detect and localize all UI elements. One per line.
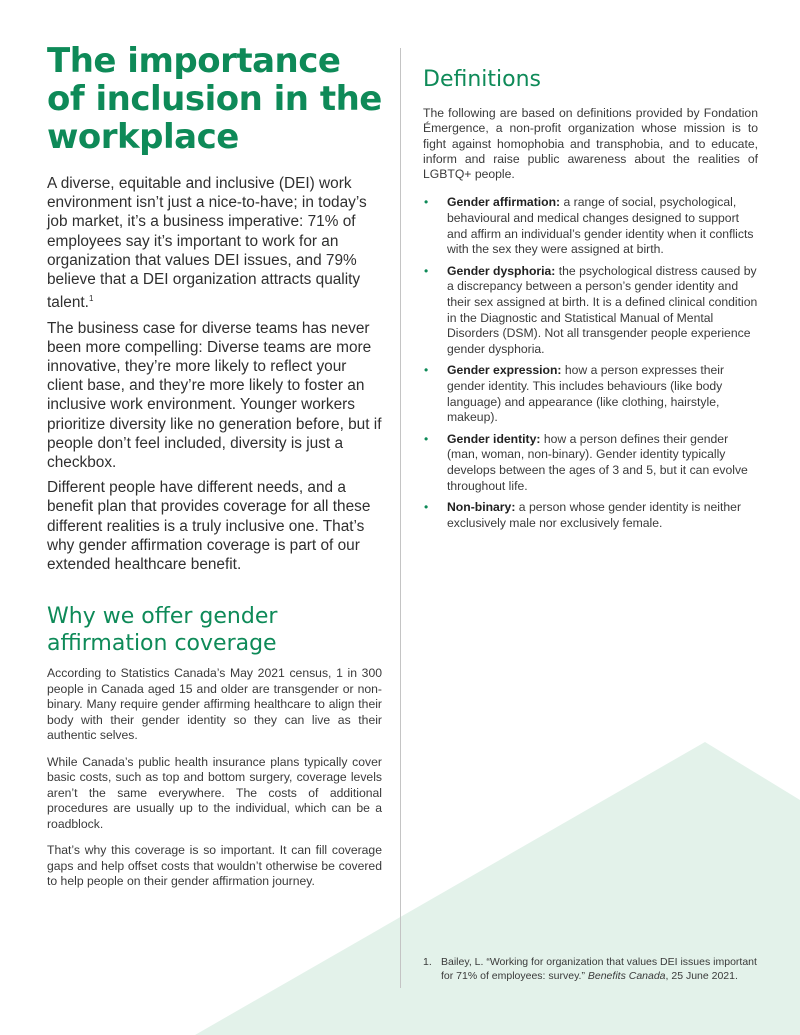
definition-term: Non-binary: <box>447 500 516 515</box>
definition-term: Gender identity: <box>447 431 541 446</box>
definition-text: how a person defines their gender (man, woman, non-binary). Gender identity typically develops between the ages of 3 and 5, but it can evolve throughout life. <box>447 431 748 493</box>
intro-paragraph-2: The business case for diverse teams has never been more compelling: Diverse teams are more innovative, they’re more likely to reflect your client base, and they’re more likely to foster an inclusive work environment. Younger workers prioritize diversity like no generation before, but if people don’t feel included, diversity is just a checkbox. <box>47 319 382 471</box>
footnote-reference: 1 <box>88 294 94 304</box>
list-item <box>423 363 758 425</box>
bullet-icon: • <box>424 263 429 278</box>
bullet-icon: • <box>424 363 429 378</box>
intro-paragraph-1-text: A diverse, equitable and inclusive (DEI) work environment isn’t just a nice-to-have; in today’s job market, it’s a business imperative: 71% of employees say it’s important to work for an organization that values DEI issues, and 79% believe that a DEI organization attracts quality talent. <box>47 175 367 312</box>
right-column <box>423 66 758 537</box>
definition-term: Gender expression: <box>447 363 562 378</box>
definition-term: Gender affirmation: <box>447 195 561 210</box>
definition-text: the psychological distress caused by a discrepancy between a person’s gender identity and their sex assigned at birth. It is a defined clinical condition in the Diagnostic and Statistical Manual of Mental Disorders (DSM). Not all transgender people experience gender dysphoria. <box>447 263 758 356</box>
footnote-number: 1. <box>423 956 432 968</box>
intro-section <box>47 174 382 574</box>
why-section <box>47 603 382 890</box>
definition-text: a person whose gender identity is neither exclusively male nor exclusively female. <box>447 500 741 530</box>
list-item <box>423 500 758 531</box>
footnote-date: , 25 June 2021. <box>665 970 738 982</box>
intro-paragraph-1 <box>47 174 382 313</box>
definition-text: a range of social, psychological, behavioural and medical changes designed to support and affirm an individual’s gender identity when it conflicts with the sex they were assigned at birth. <box>447 195 754 257</box>
page-title: The importance of inclusion in the workplace <box>47 41 382 157</box>
definitions-heading: Definitions <box>423 67 541 92</box>
footnote-source: Benefits Canada <box>587 970 666 982</box>
why-body <box>47 666 382 890</box>
why-heading: Why we offer gender affirmation coverage <box>47 604 278 657</box>
column-divider <box>400 48 401 988</box>
left-column <box>47 42 382 890</box>
list-item <box>423 264 758 358</box>
bullet-icon: • <box>424 195 429 210</box>
intro-paragraph-3: Different people have different needs, and a benefit plan that provides coverage for all these different realities is a truly inclusive one. That’s why gender affirmation coverage is part of our extended healthcare benefit. <box>47 479 371 573</box>
footnote-text <box>423 955 763 983</box>
definition-term: Gender dysphoria: <box>447 263 556 278</box>
footnote-citation: Bailey, L. “Working for organization that values DEI issues important for 71% of employees: survey.” <box>441 956 757 982</box>
list-item <box>423 432 758 494</box>
bullet-icon: • <box>424 500 429 515</box>
bullet-icon: • <box>424 431 429 446</box>
definitions-list <box>423 195 758 531</box>
footnote <box>423 955 763 983</box>
list-item <box>423 195 758 257</box>
why-paragraph-2: While Canada’s public health insurance plans typically cover basic costs, such as top and bottom surgery, coverage levels aren’t the same everywhere. The costs of additional procedures are usually up to the individual, which can be a roadblock. <box>47 754 382 831</box>
why-paragraph-3: That’s why this coverage is so important. It can fill coverage gaps and help offset costs that wouldn’t otherwise be covered to help people on their gender affirmation journey. <box>47 843 382 889</box>
definitions-intro: The following are based on definitions provided by Fondation Émergence, a non-profit organization whose mission is to fight against homophobia and transphobia, and to educate, inform and raise public awareness about the realities of LGBTQ+ people. <box>423 106 758 182</box>
why-paragraph-1: According to Statistics Canada’s May 2021 census, 1 in 300 people in Canada aged 15 and older are transgender or non-binary. Many require gender affirming healthcare to align their body with their gender identity so they can live as their authentic selves. <box>47 666 382 743</box>
definition-text: how a person expresses their gender identity. This includes behaviours (like body language) and appearance (like clothing, hairstyle, makeup). <box>447 363 725 425</box>
